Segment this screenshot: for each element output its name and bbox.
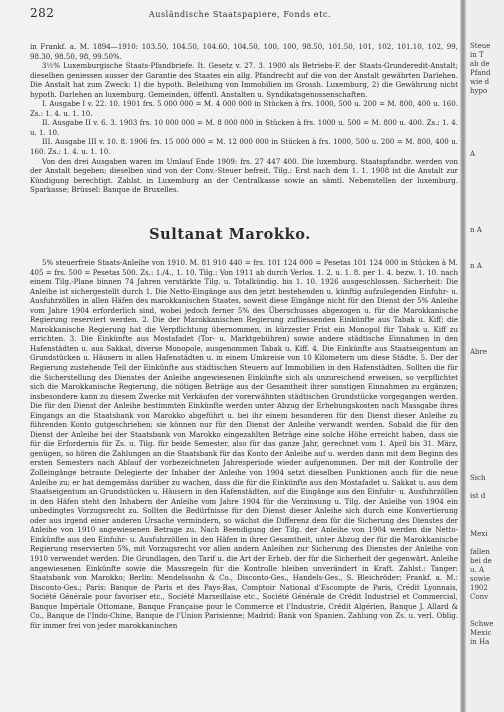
facing-text: hypo bbox=[470, 87, 488, 95]
section-title: Sultanat Marokko. bbox=[149, 226, 311, 243]
facing-text: n A bbox=[470, 226, 482, 234]
facing-page-edge bbox=[466, 0, 504, 712]
paragraph: I. Ausgabe I v. 22. 10. 1901 frs. 5 000 000 = M. 4 000 000 in Stücken à frs. 1000, 500 u. 200 = M. 800, 400 u. 160. Zs.: 1. 4. u. 1. 10. bbox=[30, 99, 458, 118]
facing-text: 1902 bbox=[470, 584, 488, 592]
paragraph: Von den drei Ausgaben waren im Umlauf Ende 1909: frs. 27 447 400. Die luxemburg. Staatspfandbr. werden von der Anstalt begeben; dieselben sind von der Conv.-Steuer befreit. Tilg.: Erst nach dem 1. 1. 1908 ist die Anstalt zur Kündigung berechtigt. Zahlst. in Luxemburg an der Centralkasse sowie an sämtl. Nebenstellen der luxemburg. Sparkasse; Brüssel: Banque de Bruxelles. bbox=[30, 156, 458, 195]
facing-text: Pfand bbox=[470, 69, 491, 77]
facing-text: wie d bbox=[470, 78, 490, 86]
facing-text: Sich bbox=[470, 474, 486, 482]
facing-text: u. A bbox=[470, 566, 485, 574]
running-head: Ausländische Staatspapiere, Fonds etc. bbox=[148, 10, 332, 19]
facing-text: ab de bbox=[470, 60, 490, 68]
morocco-loan-section bbox=[30, 258, 458, 630]
facing-text: Mexi bbox=[470, 530, 488, 538]
paragraph: II. Ausgabe II v. 6. 3. 1903 frs. 10 000 000 = M. 8 000 000 in Stücken à frs. 1000 u. 500 = M. 800 u. 400. Zs.: 1. 4. u. 1. 10. bbox=[30, 118, 458, 137]
paragraph: in Frankf. a. M. 1894—1910: 103.50, 104.50, 104.60, 104.50, 100, 100, 98.50, 101.50, 101, 102, 101.10, 102, 99, 98.30, 98.50, 98, 99.50%. bbox=[30, 42, 458, 61]
facing-text: in T bbox=[470, 51, 484, 59]
facing-text: fallen bbox=[470, 548, 490, 556]
luxembourg-bonds-section bbox=[30, 42, 458, 195]
paragraph: 3½% Luxemburgische Staats-Pfandbriefe. It. Gesetz v. 27. 3. 1900 als Betriebs-F. der Staats-Grunderedit-Anstalt; dieselben geniessen ausser der Garantie des Staates ein allg. Pfandrecht auf die von der Anstalt gewährten Darlehen. Die Anstalt hat zum Zweck: 1) die hypoth. Beleihung von Immobilien im Grossh. Luxemburg, 2) die Gewährung nicht hypoth. Darlehen an luxemburg. Gemeinden, öffentl. Anstalten u. Syndikatsgenossenschaften. bbox=[30, 61, 458, 99]
paragraph: III. Ausgabe III v. 10. 8. 1906 frs. 15 000 000 = M. 12 000 000 in Stücken à frs. 1000, 500 u. 200 = M. 800, 400 u. 160. Zs.: 1. 4. u. 1. 10. bbox=[30, 137, 458, 157]
facing-text: Mexic bbox=[470, 629, 492, 637]
facing-text: Abre bbox=[470, 348, 488, 356]
facing-text: A bbox=[470, 150, 476, 158]
facing-text: in Ha bbox=[470, 638, 490, 646]
facing-text: n A bbox=[470, 262, 482, 270]
facing-text: Schwe bbox=[470, 620, 494, 628]
facing-text: Conv bbox=[470, 593, 489, 601]
facing-text: sowie bbox=[470, 575, 491, 583]
page-number: 282 bbox=[30, 6, 55, 20]
paragraph: 5% steuerfreie Staats-Anleihe von 1910. M. 81 910 440 = frs. 101 124 000 = Pesetas 101 124 000 in Stücken à M. 405 = frs. 500 = Pesetas 500. Zs.: 1./4., 1. 10. Tilg.: Von 1911 ab durch Verlos. 1. 2. u. 1. 8. per 1. 4. bezw. 1. 10. nach einem Tilg.-Plane binnen 74 Jahren verstärkte Tilg. u. Totalkündig. bis 1. 10. 1926 ausgeschlossen. Sicherheit: Die Anleihe ist sichergestellt durch 1. Die Netto-Eingänge aus den jetzt bestehenden u. künftig aufzulegenden Einfuhr- u. Ausfuhrzöllen in allen Häfen des marokkanischen Staates, soweit diese Eingänge nicht für den Dienst der 5% Anleihe vom Jahre 1904 erforderlich sind, wobei jedoch ferner 5% des Überschusses abgezogen u. für die Marokkanische Regierung reserviert werden. 2. Die der Marokkanischen Regierung zufliessenden Einkünfte aus Tabak u. Kiff; die Marokkanische Regierung hat die Verpflichtung übernommen, in kürzester Frist ein Monopol für Tabak u. Kiff zu errichten. 3. Die Einkünfte aus Mostafadet (Tor- u. Marktgebühren) sowie andere städtische Einnahmen in den Hafenstädten u. aus Sakkat, diverse Monopole, ausgenommen Tabak u. Kiff. 4. Die Einkünfte aus Staatseigentum an Grundstücken u. Häusern in allen Hafenstädten u. in einem Umkreise von 10 Kilometern um diese Städte. 5. Der der Regierung zustehende Teil der Einkünfte aus städtischen Steuern auf Immobilien in den Hafenstädten. Sollten die für die Sicherstellung des Dienstes der Anleihe angewiesenen Einkünfte sich als unzureichend erweisen, so verpflichtet sich die Marokkanische Regierung, die nötigen Beträge aus der Gesamtheit ihrer sonstigen Einnahmen zu ergänzen; insbesondere kann zu diesem Zwecke mit Verkäufen der vorerwähnten städtischen Grundstücke vorgegangen werden. Die für den Dienst der Anleihe bestimmten Einkünfte werden unter Abzug der Erhebungskosten nach Massgabe ihres Eingangs an die Staatsbank von Marokko abgeführt u. bei ihr einem besonderen für den Dienst dieser Anleihe zu führenden Konto gutgeschrieben; sie können nur für den Dienst der Anleihe verwandt werden. Sobald die für den Dienst der Anleihe bei der Staatsbank von Marokko eingezahlten Beträge eine solche Höhe erreicht haben, dass sie für die Erfordernis für Zs. u. Tilg. für beide Semester, also für das ganze Jahr, gerechnet vom 1. April bis 31. März, genügen, so hören die Zahlungen an die Staatsbank für das Konto der Anleihe auf u. werden dann mit dem Beginn des ersten Semesters nach Ablauf der vorbezeichneten Jahresperiode wieder aufgenommen. Der mit der Kontrolle der Zolleingänge betraute Delegierte der Inhaber der Anleihe von 1904 setzt dieselben Funktionen auch für die neue Anleihe zu; er hat demgemäss darüber zu wachen, dass die für die Einkünfte aus den Mostafadet u. Sakkat u. aus dem Staatseigentum an Grundstücken u. Häusern in den Hafenstädten, auf die Eingänge aus den Einfuhr- u. Ausfuhrzöllen in den Häfen steht den Inhabern der Anleihe vom Jahre 1904 für die Verzinsung u. Tilg. der Anleihe von 1904 ein unbedingtes Vorzugsrecht zu. Sollten die Bedürfnisse für den Dienst dieser Anleihe sich durch eine Konvertierung oder aus irgend einer anderen Ursache vermindern, so wächst die Differenz dem für die Sicherung des Dienstes der Anleihe von 1910 angewiesenen Betrage zu. Nach Beendigung der Tilg. der Anleihe von 1904 werden die Netto-Einkünfte aus den Einfuhr- u. Ausfuhrzöllen in den Häfen in ihrer Gesamtheit, unter Abzug der für die Marokkanische Regierung reservierten 5%, mit Vorzugsrecht vor allen andern Anleihen zur Sicherung des Dienstes der Anleihe von 1910 verwendet werden. Die Grundlagen, den Tarif u. die Art der Erheb. der für die Sicherheit der gegenwärt. Anleihe angewiesenen Einkünfte sowie die Massregeln für die Kontrolle bleiben unverändert in Kraft. Zahlst.: Tanger: Staatsbank von Marokko; Berlin: Mendelssohn & Co., Disconto-Ges., Handels-Ges., S. Bleichröder; Frankf. a. M.: Disconto-Ges.; Paris: Banque de Paris et des Pays-Bas, Comptoir National d'Escompte de Paris, Crédit Lyonnais, Société Générale pour favoriser etc., Société Marseillaise etc., Société Générale de Crédit Industriel et Commercial, Banque Impériale Ottomane, Banque Française pour le Commerce et l'Industrie, Crédit Algérien, Banque J. Allard & Co., Banque de l'Indo-Chine, Banque de l'Union Parisienne; Madrid: Bank von Spanien. Zahlung von Zs. u. verl. Oblig. für immer frei von jeder marokkanischen bbox=[30, 258, 458, 630]
facing-text: Steue bbox=[470, 42, 491, 50]
facing-text: ist d bbox=[470, 492, 486, 500]
facing-text: bei de bbox=[470, 557, 492, 565]
